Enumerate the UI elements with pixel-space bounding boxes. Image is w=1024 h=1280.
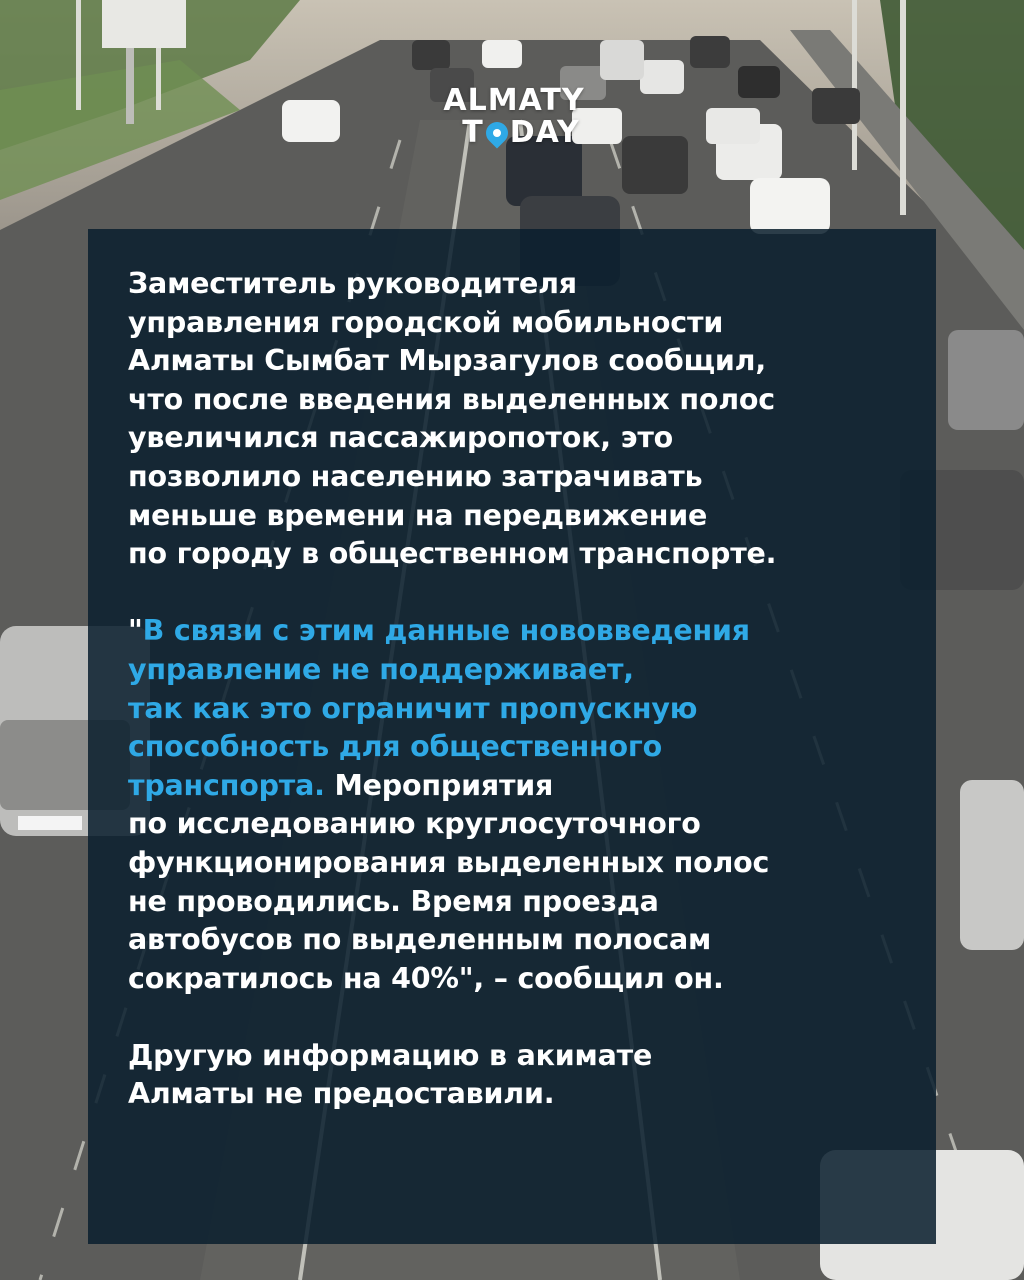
quote-highlight: В связи с этим данные нововведения	[142, 614, 750, 648]
text-line: сократилось на 40%", – сообщил он.	[128, 961, 724, 995]
logo-wordmark-today	[418, 115, 624, 150]
text-line: управления городской мобильности	[128, 305, 724, 339]
text-line: Другую информацию в акимате	[128, 1038, 653, 1072]
text-line: автобусов по выделенным полосам	[128, 923, 712, 957]
text-line: меньше времени на передвижение	[128, 498, 708, 532]
text-line	[128, 767, 896, 806]
quote-highlight: управление не поддерживает,	[128, 652, 634, 686]
logo-wordmark-almaty: ALMATY	[443, 83, 585, 118]
text-line: Заместитель руководителя	[128, 267, 577, 300]
quote-highlight: способность для общественного	[128, 730, 663, 764]
text-line: увеличился пассажиропоток, это	[128, 421, 674, 455]
text-line: Алматы не предоставили.	[128, 1077, 555, 1111]
text-line	[128, 612, 896, 651]
logo-letters-day: DAY	[509, 115, 580, 150]
text-line: по исследованию круглосуточного	[128, 807, 701, 841]
almaty-today-logo	[404, 83, 624, 150]
text-line: позволило населению затрачивать	[128, 459, 703, 493]
text-line: Алматы Сымбат Мырзагулов сообщил,	[128, 344, 766, 378]
quote-mark: "	[128, 614, 143, 648]
text-panel	[88, 229, 936, 1244]
quote-highlight: так как это ограничит пропускную	[128, 691, 698, 725]
logo-letter-t: T	[462, 115, 484, 150]
paragraph-closing	[128, 1037, 896, 1114]
text-line: по городу в общественном транспорте.	[128, 537, 777, 571]
paragraph-intro	[128, 265, 896, 574]
text-line: не проводились. Время проезда	[128, 884, 659, 918]
quote-continuation: Мероприятия	[324, 768, 554, 802]
paragraph-quote	[128, 612, 896, 998]
text-line: функционирования выделенных полос	[128, 845, 770, 879]
quote-highlight: транспорта.	[128, 768, 325, 802]
text-line: что после введения выделенных полос	[128, 382, 775, 416]
location-pin-icon	[481, 117, 512, 148]
